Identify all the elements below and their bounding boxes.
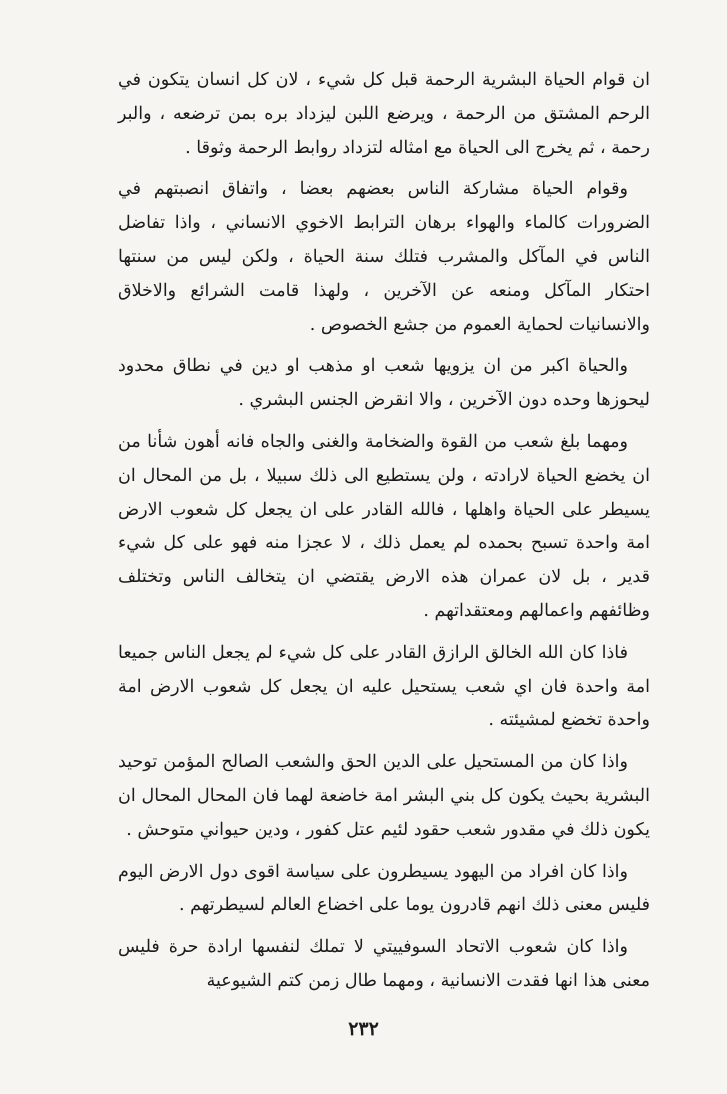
page-number: ٢٣٢ <box>348 1018 379 1040</box>
paragraph: وقوام الحياة مشاركة الناس بعضهم بعضا ، واتفاق انصبتهم في الضرورات كالماء والهواء برهان الترابط الاخوي الانساني ، واذا تفاضل الناس في المآكل والمشرب فتلك سنة الحياة ، ولكن ليس من سنتها احتكار المآكل ومنعه عن الآخرين ، ولهذا قامت الشرائع والاخلاق والانسانيات لحماية العموم من جشع الخصوص . <box>118 179 650 335</box>
paragraph: والحياة اكبر من ان يزويها شعب او مذهب او دين في نطاق محدود ليحوزها وحده دون الآخرين ، والا انقرض الجنس البشري . <box>118 356 650 411</box>
paragraph: فاذا كان الله الخالق الرازق القادر على كل شيء لم يجعل الناس جميعا امة واحدة فان اي شعب يستحيل عليه ان يجعل كل شعوب الارض امة واحدة تخضع لمشيئته . <box>118 642 650 731</box>
paragraph: واذا كان شعوب الاتحاد السوفييتي لا تملك لنفسها ارادة حرة فليس معنى هذا انها فقدت الانسانية ، ومهما طال زمن كتم الشيوعية <box>118 937 650 991</box>
paragraph: واذا كان من المستحيل على الدين الحق والشعب الصالح المؤمن توحيد البشرية بحيث يكون كل بني البشر امة خاضعة لهما فان المحال المحال ان يكون ذلك في مقدور شعب حقود لئيم عتل كفور ، ودين حيواني متوحش . <box>118 752 650 840</box>
paragraph: ان قوام الحياة البشرية الرحمة قبل كل شيء ، لان كل انسان يتكون في الرحم المشتق من الرحمة ، ويرضع اللبن ليزداد بره بمن ترضعه ، والبر رحمة ، ثم يخرج الى الحياة مع امثاله لتزداد روابط الرحمة وثوقا . <box>118 70 650 158</box>
paragraph: واذا كان افراد من اليهود يسيطرون على سياسة اقوى دول الارض اليوم فليس معنى ذلك انهم قادرون يوما على اخضاع العالم لسيطرتهم . <box>118 861 650 916</box>
paragraph: ومهما بلغ شعب من القوة والضخامة والغنى والجاه فانه أهون شأنا من ان يخضع الحياة لارادته ، ولن يستطيع الى ذلك سبيلا ، بل من المحال ان يسيطر على الحياة واهلها ، فالله القادر على ان يجعل كل شعوب الارض امة واحدة تسبح بحمده لم يعمل ذلك ، لا عجزا منه فهو على كل شيء قدير ، بل لان عمران هذه الارض يقتضي ان يتخالف الناس وتختلف وظائفهم واعمالهم ومعتقداتهم . <box>118 431 650 621</box>
body-text <box>118 64 650 1007</box>
